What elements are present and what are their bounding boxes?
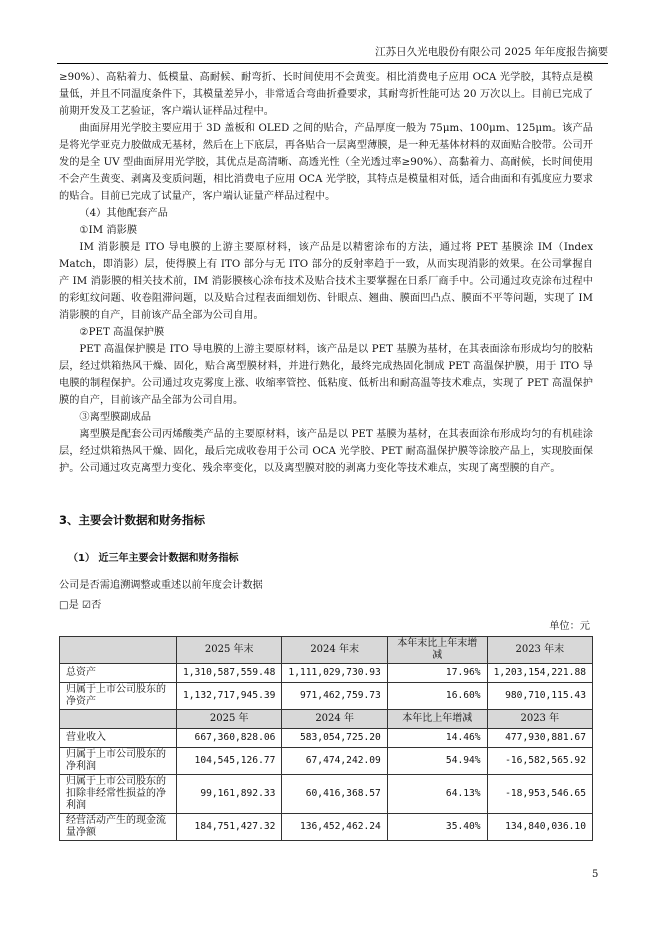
table-row	[60, 729, 593, 748]
table-cell: 35.40%	[387, 814, 487, 841]
table-cell: 60,416,368.57	[282, 775, 387, 814]
row-label: 归属于上市公司股东的净资产	[60, 683, 177, 710]
table-cell: 54.94%	[387, 748, 487, 775]
row-label: 归属于上市公司股东的净利润	[60, 748, 177, 775]
table-cell: 477,930,881.67	[487, 729, 592, 748]
row-label: 归属于上市公司股东的扣除非经常性损益的净利润	[60, 775, 177, 814]
table-cell: 64.13%	[387, 775, 487, 814]
table-row	[60, 664, 593, 683]
table-row	[60, 814, 593, 841]
section-title: 3、主要会计数据和财务指标	[59, 513, 206, 527]
table-header-cell: 2024 年末	[282, 637, 387, 664]
paragraph-release-film: 离型膜是配套公司丙烯酸类产品的主要原材料，该产品是以 PET 基膜为基材，在其表面涂布形成均匀的有机硅涂层，经过烘箱热风干燥、固化，最后完成收卷用于公司 OCA 光学胶、PET 耐高温保护膜等涂胶产品上，实现胶面保护。公司通过攻克离型力变化、残余率变化，以及离型膜对胶的剥离力变化等技术难点，实现了离型膜的自产。	[59, 429, 593, 474]
item-title-pet-protective-film: ②PET 高温保护膜	[79, 327, 165, 338]
paragraph-oca-foldable: ≥90%）、高粘着力、低模量、高耐候、耐弯折、长时间使用不会黄变。相比消费电子应用 OCA 光学胶，其特点是模量低，并且不同温度条件下，其模量差异小，非常适合弯曲折叠要求，其耐弯折性能可达 20 万次以上。目前已完成了前期开发及工艺验证，客户端认证样品过程中。	[59, 72, 593, 117]
table-cell: 67,474,242.09	[282, 748, 387, 775]
paragraph-curved-screen-adhesive: 曲面屏用光学胶主要应用于 3D 盖板和 OLED 之间的贴合，产品厚度一般为 75μm、100μm、125μm。该产品是将光学亚克力胶做成无基材，然后在上下底层，再各贴合一层离型薄膜，是一种无基体材料的双面贴合胶带。公司开发的是全 UV 型曲面屏用光学胶，其优点是高清晰、高透光性（全光透过率≥90%）、高黏着力、高耐候，长时间使用不会产生黄变、剥离及变质问题，相比消费电子应用 OCA 光学胶，其特点是模量相对低，适合曲面和有弧度应力要求的贴合。目前已完成了试量产，客户端认证量产样品过程中。	[59, 123, 593, 202]
table-header-cell: 2025 年末	[177, 637, 282, 664]
table-header-row	[60, 637, 593, 664]
table-header-cell: 2024 年	[282, 710, 387, 729]
table-cell: 104,545,126.77	[177, 748, 282, 775]
table-cell: 184,751,427.32	[177, 814, 282, 841]
body-text	[59, 69, 593, 477]
item-title-im-film: ①IM 消影膜	[79, 225, 138, 236]
unit-label: 单位：元	[549, 621, 590, 632]
table-cell: 136,452,462.24	[282, 814, 387, 841]
table-cell: 134,840,036.10	[487, 814, 592, 841]
financial-data-table	[59, 636, 593, 841]
report-header: 江苏日久光电股份有限公司 2025 年年度报告摘要	[57, 46, 608, 64]
row-label: 经营活动产生的现金流量净额	[60, 814, 177, 841]
table-cell: 1,310,587,559.48	[177, 664, 282, 683]
table-header-cell: 本年比上年增减	[387, 710, 487, 729]
row-label: 总资产	[60, 664, 177, 683]
table-header-cell: 2025 年	[177, 710, 282, 729]
page-number: 5	[592, 869, 599, 880]
row-label: 营业收入	[60, 729, 177, 748]
table-cell: 1,111,029,730.93	[282, 664, 387, 683]
restatement-question: 公司是否需追溯调整或重述以前年度会计数据	[59, 580, 263, 591]
paragraph-im-film: IM 消影膜是 ITO 导电膜的上游主要原材料，该产品是以精密涂布的方法，通过将 PET 基膜涂 IM（Index Match，即消影）层，使得膜上有 ITO 部分与无 ITO 部分的反射率趋于一致，从而实现消影的效果。在公司掌握自产 IM 消影膜的相关技术前，IM 消影膜核心涂布技术及贴合技术主要掌握在日系厂商手中。公司通过攻克涂布过程中的彩虹纹问题、收卷阻滞问题，以及贴合过程表面细划伤、针眼点、翘曲、膜面凹凸点、膜面不平等问题，实现了 IM 消影膜的自产，目前该产品全部为公司自用。	[59, 242, 593, 321]
table-row	[60, 683, 593, 710]
table-cell: 99,161,892.33	[177, 775, 282, 814]
table-row	[60, 775, 593, 814]
table-cell: 16.60%	[387, 683, 487, 710]
item-title-release-film: ③离型膜副成品	[79, 412, 152, 423]
table-header-cell: 2023 年末	[487, 637, 592, 664]
table-header-cell: 本年末比上年末增减	[387, 637, 487, 664]
table-header-cell: 2023 年	[487, 710, 592, 729]
paragraph-pet-protective-film: PET 高温保护膜是 ITO 导电膜的上游主要原材料，该产品是以 PET 基膜为基材，在其表面涂布形成均匀的胶粘层，经过烘箱热风干燥、固化，贴合离型膜材料，并进行熟化，最终完成热固化制成 PET 高温保护膜，用于 ITO 导电膜的制程保护。公司通过攻克雾度上涨、收缩率管控、低粘度、低析出和耐高温等技术难点，实现了 PET 高温保护膜的自产，目前该产品全部为公司自用。	[59, 344, 593, 406]
restatement-options: □是 ☑否	[59, 600, 102, 611]
table-header-cell	[60, 637, 177, 664]
table-cell: 1,203,154,221.88	[487, 664, 592, 683]
table-cell: 971,462,759.73	[282, 683, 387, 710]
subheading-other-products: （4）其他配套产品	[79, 208, 168, 219]
table-cell: 667,360,828.06	[177, 729, 282, 748]
section-subtitle: （1） 近三年主要会计数据和财务指标	[68, 553, 239, 564]
table-cell: 583,054,725.20	[282, 729, 387, 748]
table-cell: 14.46%	[387, 729, 487, 748]
table-cell: 980,710,115.43	[487, 683, 592, 710]
table-cell: -16,582,565.92	[487, 748, 592, 775]
table-header-row	[60, 710, 593, 729]
table-row	[60, 748, 593, 775]
table-cell: 1,132,717,945.39	[177, 683, 282, 710]
table-header-cell	[60, 710, 177, 729]
table-cell: 17.96%	[387, 664, 487, 683]
table-cell: -18,953,546.65	[487, 775, 592, 814]
